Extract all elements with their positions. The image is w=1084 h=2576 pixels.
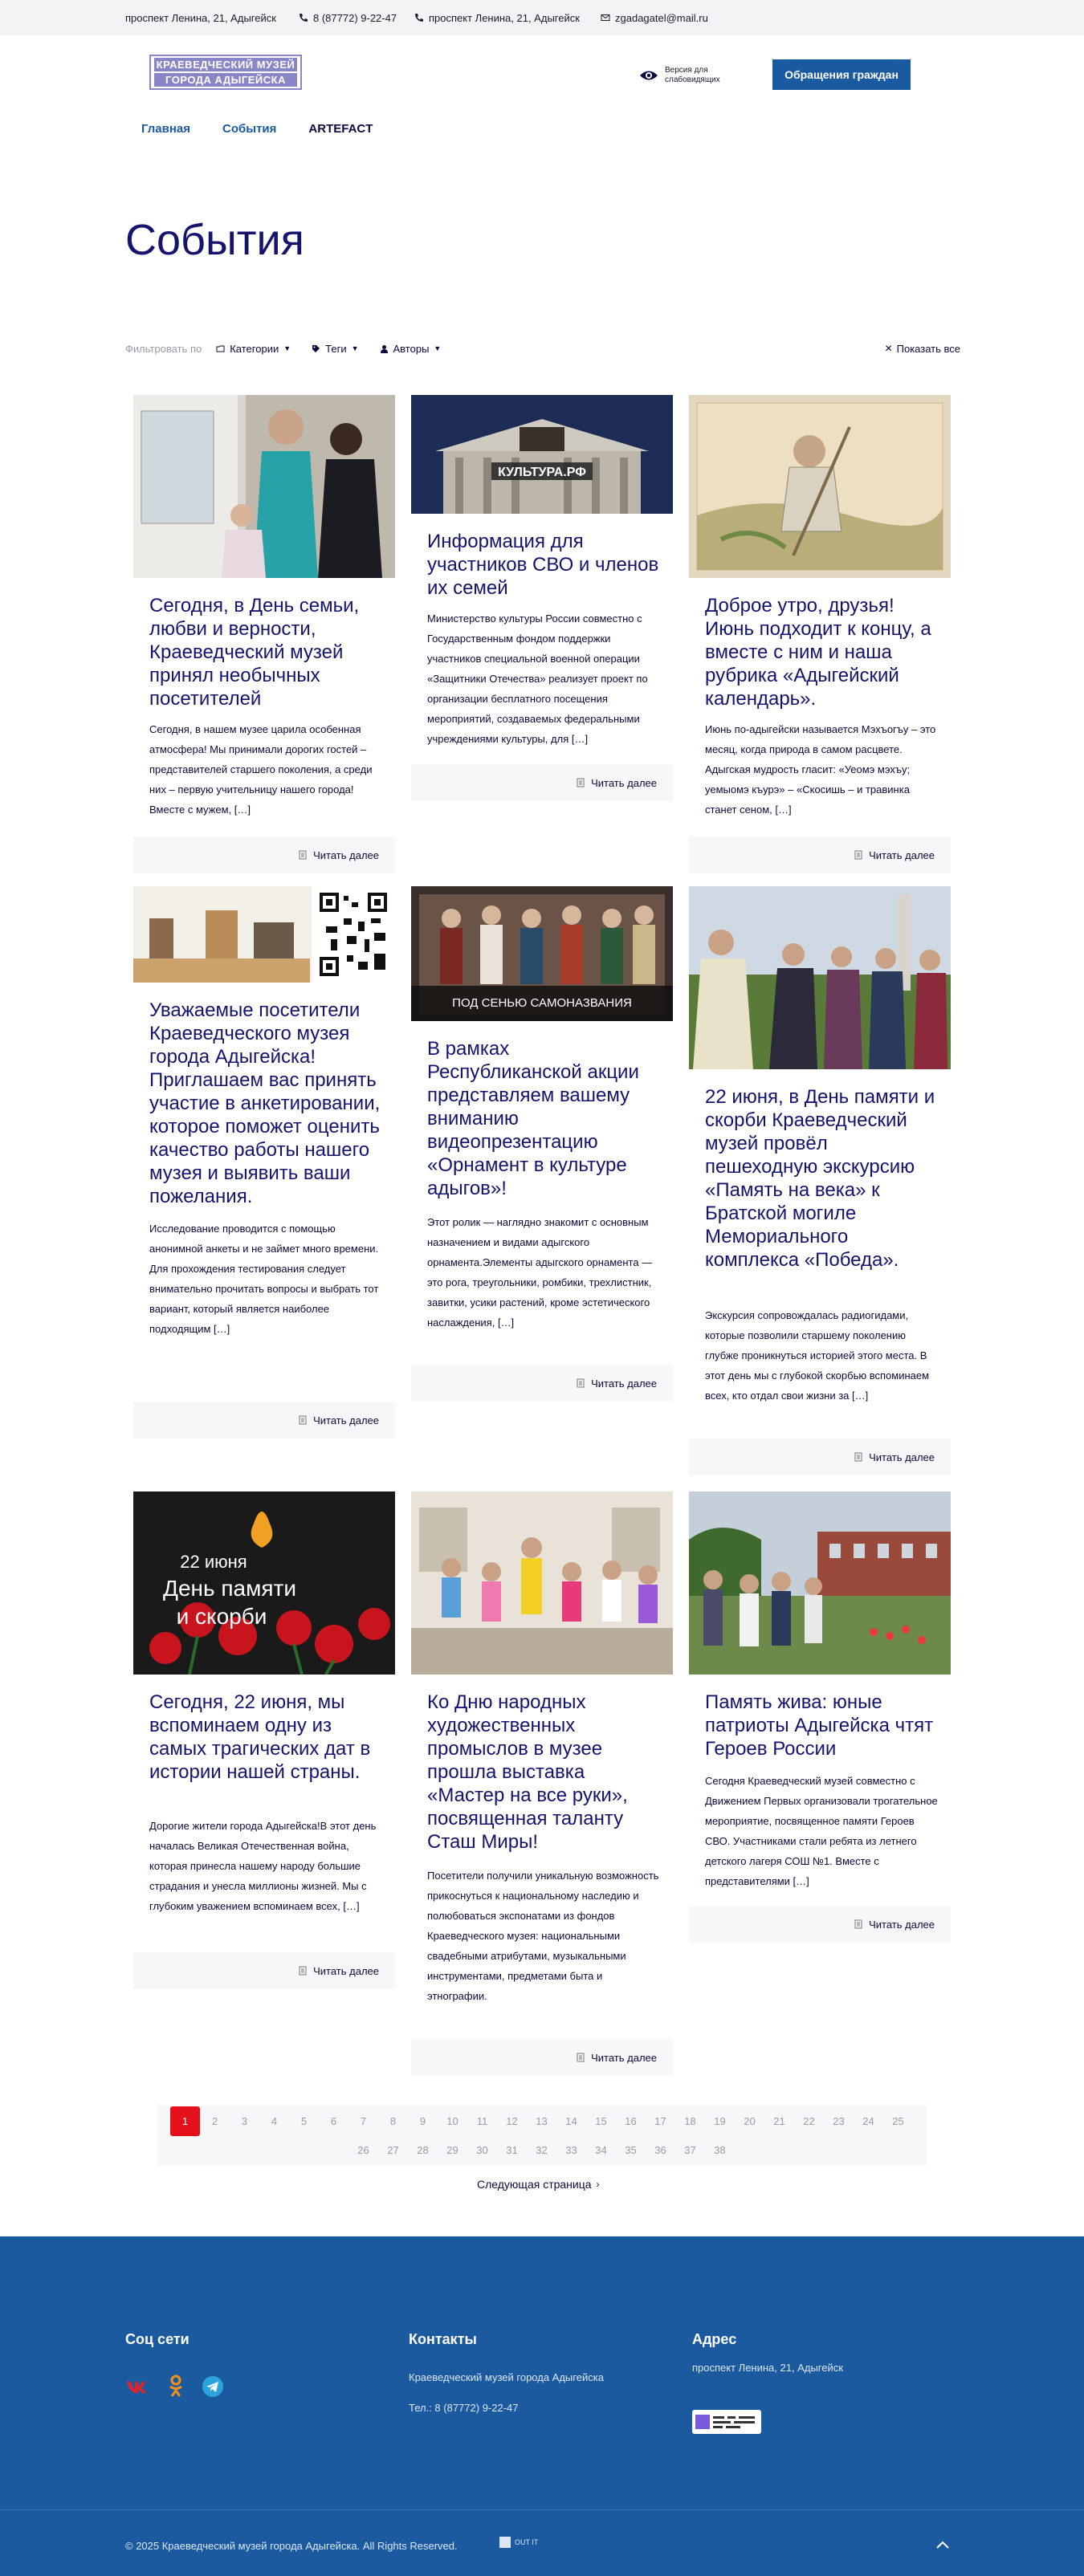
developer-name: OUT IT xyxy=(515,2538,539,2546)
next-page-label: Следующая страница xyxy=(477,2178,592,2191)
page-link[interactable]: 1 xyxy=(170,2106,200,2136)
nav-artefact[interactable]: ARTEFACT xyxy=(308,122,373,136)
filter-authors[interactable] xyxy=(380,343,442,355)
document-icon xyxy=(854,850,863,860)
page-link[interactable]: 31 xyxy=(506,2144,518,2156)
post-card xyxy=(411,1491,673,2081)
read-more-label: Читать далее xyxy=(869,848,935,861)
post-excerpt: Исследование проводится с помощью анонимной анкеты и не займет много времени. Для прохождения тестирования следует внимательно прочитать вопросы и выбрать тот вариант, который является наиболее подходящим […] xyxy=(149,1223,379,1335)
page-link[interactable]: 28 xyxy=(417,2144,429,2156)
post-excerpt: Сегодня Краеведческий музей совместно с Движением Первых организовали трогательное мероприятие, посвященное памяти Героев СВО. Участниками стали ребята из летнего детского лагеря СОШ №1. Вместе с представителями […] xyxy=(705,1775,938,1887)
page-link[interactable]: 19 xyxy=(714,2115,726,2127)
nav-home[interactable]: Главная xyxy=(141,122,191,136)
document-icon xyxy=(854,1919,863,1929)
topbar-address-text: проспект Ленина, 21, Адыгейск xyxy=(125,11,276,24)
page-link[interactable]: 6 xyxy=(330,2115,337,2127)
page-link[interactable]: 10 xyxy=(446,2115,458,2127)
post-card xyxy=(411,395,673,806)
copyright: © 2025 Краеведческий музей города Адыгейска. All Rights Reserved. xyxy=(125,2540,458,2552)
post-excerpt: Сегодня, в нашем музее царила особенная атмосфера! Мы принимали дорогих гостей – представителей старшего поколения, а среди них – первую учительницу нашего города! Вместе с мужем, […] xyxy=(149,723,373,816)
document-icon xyxy=(576,2053,585,2062)
page-link[interactable]: 9 xyxy=(419,2115,426,2127)
read-more-label: Читать далее xyxy=(313,1964,379,1977)
post-image[interactable] xyxy=(411,886,673,1021)
read-more-button[interactable] xyxy=(689,836,951,873)
page-link[interactable]: 3 xyxy=(241,2115,248,2127)
post-card xyxy=(411,886,673,1400)
image-caption-subtitle: и скорби xyxy=(176,1604,267,1629)
footer-phone[interactable]: Тел.: 8 (87772) 9-22-47 xyxy=(409,2402,519,2414)
post-excerpt: Дорогие жители города Адыгейска!В этот день началась Великая Отечественная война, которая принесла нашему народу большие страдания и унесла миллионы жизней. Мы с глубоким уважением вспоминаем всех, […] xyxy=(149,1820,377,1912)
post-title[interactable]: Сегодня, в День семьи, любви и верности, Краеведческий музей принял необычных посетителей xyxy=(149,595,360,710)
document-icon xyxy=(854,1452,863,1462)
read-more-label: Читать далее xyxy=(313,1414,379,1426)
read-more-button[interactable] xyxy=(411,2039,673,2076)
museum-hall-qr-image xyxy=(133,886,395,983)
page-link[interactable]: 32 xyxy=(536,2144,548,2156)
image-caption-date: 22 июня xyxy=(180,1552,247,1572)
phone-icon xyxy=(414,13,424,22)
phone-icon xyxy=(299,13,308,22)
post-image[interactable] xyxy=(133,1491,395,1675)
page-link[interactable]: 20 xyxy=(744,2115,756,2127)
image-caption-culture: КУЛЬТУРА.РФ xyxy=(498,466,586,479)
filter-tags[interactable] xyxy=(312,343,358,355)
post-title[interactable]: Доброе утро, друзья! Июнь подходит к концу, а вместе с ним и наша рубрика «Адыгейский календарь». xyxy=(705,595,931,710)
page-link[interactable]: 24 xyxy=(862,2115,874,2127)
post-excerpt: Июнь по-адыгейски называется Мэхъогъу – это месяц, когда природа в самом расцвете. Адыгская мудрость гласит: «Уеомэ мэхъу; уемыомэ къурэ» – «Скосишь – и травинка станет сеном, […] xyxy=(705,723,936,816)
post-excerpt: Министерство культуры России совместно с Государственным фондом поддержки участников специальной военной операции «Защитники Отечества» реализует проект по организации бесплатного посещения мероприятий, создаваемых федеральными учреждениями культуры, для […] xyxy=(427,612,648,745)
footer-divider xyxy=(0,2509,1084,2510)
top-info-bar xyxy=(0,0,1084,35)
footer-address: проспект Ленина, 21, Адыгейск xyxy=(692,2362,843,2374)
eye-icon xyxy=(639,69,658,82)
pagination xyxy=(157,2105,927,2166)
post-card xyxy=(689,1491,951,1946)
footer-address-heading: Адрес xyxy=(692,2331,737,2347)
document-icon xyxy=(298,1966,308,1976)
page-link[interactable]: 5 xyxy=(300,2115,308,2127)
post-image[interactable] xyxy=(689,886,951,1069)
youth-memorial-image xyxy=(689,1491,951,1675)
filter-categories[interactable] xyxy=(216,343,291,355)
read-more-label: Читать далее xyxy=(869,1451,935,1463)
topbar-address-2 xyxy=(414,0,580,35)
page-link[interactable]: 38 xyxy=(714,2144,726,2156)
document-icon xyxy=(576,778,585,787)
folder-icon xyxy=(216,344,225,353)
read-more-button[interactable] xyxy=(689,1906,951,1943)
document-icon xyxy=(298,1415,308,1425)
post-title[interactable]: Сегодня, 22 июня, мы вспоминаем одну из самых трагических дат в истории нашей страны. xyxy=(149,1691,371,1783)
vk-icon[interactable] xyxy=(125,2375,149,2399)
post-title[interactable]: 22 июня, в День памяти и скорби Краеведческий музей провёл пешеходную экскурсию «Память на века» к Братской могиле Мемориального комплекса «Победа». xyxy=(705,1086,935,1271)
image-caption-title: День памяти xyxy=(163,1576,296,1601)
image-caption-ornament: ПОД СЕНЬЮ САМОНАЗВАНИЯ xyxy=(452,996,632,1010)
page-link[interactable]: 37 xyxy=(684,2144,696,2156)
close-icon: ✕ xyxy=(884,343,893,354)
post-image[interactable] xyxy=(689,1491,951,1675)
page-link[interactable]: 8 xyxy=(389,2115,397,2127)
page-link[interactable]: 7 xyxy=(360,2115,367,2127)
page-link[interactable]: 36 xyxy=(654,2144,666,2156)
topbar-phone-text: 8 (87772) 9-22-47 xyxy=(313,11,397,24)
page-link[interactable]: 23 xyxy=(833,2115,845,2127)
culture-theatre-image xyxy=(411,395,673,514)
low-vision-toggle[interactable] xyxy=(639,66,720,85)
page-link[interactable]: 4 xyxy=(271,2115,278,2127)
post-title[interactable]: В рамках Республиканской акции представляем вашему вниманию видеопрезентацию «Орнамент в культуре адыгов»! xyxy=(427,1038,639,1199)
site-footer xyxy=(0,2236,1084,2576)
low-vision-label xyxy=(665,66,720,85)
post-title[interactable]: Уважаемые посетители Краеведческого музея города Адыгейска! Приглашаем вас принять участие в анкетировании, которое поможет оценить качество работы нашего музея и выявить ваши пожелания. xyxy=(149,999,381,1207)
read-more-label: Читать далее xyxy=(869,1918,935,1931)
page-link[interactable]: 33 xyxy=(565,2144,577,2156)
read-more-button[interactable] xyxy=(133,1402,395,1439)
envelope-icon xyxy=(601,13,610,22)
read-more-button[interactable] xyxy=(133,1952,395,1989)
page-link[interactable]: 29 xyxy=(446,2144,458,2156)
post-excerpt: Этот ролик — наглядно знакомит с основным назначением и видами адыгского орнамента.Элементы адыгского орнамента — это рога, треугольники, ромбики, трехлистник, завитки, усики растений, кроме эстетического наслаждения, […] xyxy=(427,1216,653,1329)
page-link[interactable]: 2 xyxy=(211,2115,218,2127)
nav-events[interactable]: События xyxy=(222,122,277,136)
post-card xyxy=(689,395,951,880)
page-link[interactable]: 16 xyxy=(625,2115,637,2127)
show-all-label: Показать все xyxy=(896,342,960,355)
post-excerpt: Посетители получили уникальную возможность прикоснуться к национальному наследию и полюбоваться экспонатами из фондов Краеведческого музея: национальными свадебными атрибутами, музыкальными инструментами, предметами быта и этнографии. xyxy=(427,1870,659,2002)
page-link[interactable]: 18 xyxy=(684,2115,696,2127)
low-vision-line-2: слабовидящих xyxy=(665,75,720,84)
footer-org-name: Краеведческий музей города Адыгейска xyxy=(409,2371,604,2383)
topbar-address-2-text: проспект Ленина, 21, Адыгейск xyxy=(429,11,580,24)
read-more-label: Читать далее xyxy=(591,1377,657,1390)
topbar-address xyxy=(125,0,276,35)
topbar-email[interactable] xyxy=(601,0,708,35)
show-all-button[interactable] xyxy=(885,343,960,355)
page-link[interactable]: 26 xyxy=(357,2144,369,2156)
excursion-image xyxy=(689,886,951,1069)
tag-icon xyxy=(312,344,320,353)
post-card xyxy=(133,1491,395,1996)
topbar-phone[interactable] xyxy=(299,0,397,35)
post-title[interactable]: Память жива: юные патриоты Адыгейска чтят Героев России xyxy=(705,1691,934,1760)
read-more-label: Читать далее xyxy=(313,848,379,861)
page-title: События xyxy=(125,216,304,264)
page-link[interactable]: 11 xyxy=(476,2115,488,2127)
low-vision-line-1: Версия для xyxy=(665,66,708,75)
post-title[interactable]: Информация для участников СВО и членов их семей xyxy=(427,531,659,599)
post-image[interactable] xyxy=(411,395,673,514)
read-more-button[interactable] xyxy=(411,1365,673,1402)
page-link[interactable]: 35 xyxy=(625,2144,637,2156)
logo-line-1: КРАЕВЕДЧЕСКИЙ МУЗЕЙ xyxy=(154,58,297,71)
page-link[interactable]: 27 xyxy=(387,2144,399,2156)
footer-contacts-heading: Контакты xyxy=(409,2331,477,2347)
museum-visitors-image xyxy=(133,395,395,578)
main-nav xyxy=(141,122,373,136)
page-link[interactable]: 25 xyxy=(892,2115,904,2127)
post-image[interactable] xyxy=(411,1491,673,1675)
developer-logo[interactable] xyxy=(499,2537,538,2548)
site-logo[interactable] xyxy=(149,55,302,90)
ornament-painting-image xyxy=(411,886,673,1021)
post-card xyxy=(689,886,951,1475)
page-link[interactable]: 34 xyxy=(595,2144,607,2156)
read-more-button[interactable] xyxy=(411,764,673,801)
filter-authors-label: Авторы xyxy=(393,342,430,355)
page-link[interactable]: 17 xyxy=(654,2115,666,2127)
post-excerpt: Экскурсия сопровождалась радиогидами, которые позволили старшему поколению глубже проникнуться историей этого места. В этот день мы с глубокой скорбью вспоминаем всех, кто отдал свои жизни за […] xyxy=(705,1309,930,1402)
read-more-button[interactable] xyxy=(689,1439,951,1475)
document-icon xyxy=(576,1378,585,1388)
read-more-label: Читать далее xyxy=(591,776,657,789)
page-link[interactable]: 15 xyxy=(595,2115,607,2127)
post-card xyxy=(133,886,395,1445)
page-link[interactable]: 30 xyxy=(476,2144,488,2156)
logo-line-2: ГОРОДА АДЫГЕЙСКА xyxy=(154,73,297,87)
post-image[interactable] xyxy=(133,886,395,983)
caret-down-icon: ▼ xyxy=(283,344,291,352)
post-image[interactable] xyxy=(133,395,395,578)
odnoklassniki-icon[interactable] xyxy=(164,2375,188,2399)
filter-tags-label: Теги xyxy=(325,342,347,355)
read-more-label: Читать далее xyxy=(591,2051,657,2064)
page-link[interactable]: 14 xyxy=(565,2115,577,2127)
footer-social-heading: Соц сети xyxy=(125,2331,189,2347)
page-link[interactable]: 12 xyxy=(506,2115,518,2127)
filter-label: Фильтровать по xyxy=(125,342,202,355)
page-link[interactable]: 13 xyxy=(536,2115,548,2127)
calendar-painting-image xyxy=(689,395,951,578)
read-more-button[interactable] xyxy=(133,836,395,873)
post-card xyxy=(133,395,395,880)
memorial-day-image xyxy=(133,1491,395,1675)
topbar-email-text: zgadagatel@mail.ru xyxy=(615,11,708,24)
children-exhibition-image xyxy=(411,1491,673,1675)
outit-icon xyxy=(499,2537,511,2548)
caret-down-icon: ▼ xyxy=(434,344,442,352)
site-header xyxy=(0,35,1084,161)
scroll-to-top-icon[interactable] xyxy=(933,2537,952,2553)
caret-down-icon: ▼ xyxy=(351,344,359,352)
document-icon xyxy=(298,850,308,860)
filter-bar xyxy=(125,337,960,360)
user-icon xyxy=(380,344,389,353)
pushkin-card-badge[interactable] xyxy=(692,2410,761,2434)
chevron-right-icon: › xyxy=(596,2179,600,2190)
next-page-link[interactable] xyxy=(477,2178,600,2191)
post-image[interactable] xyxy=(689,395,951,578)
page-link[interactable]: 21 xyxy=(773,2115,785,2127)
post-title[interactable]: Ко Дню народных художественных промыслов в музее прошла выставка «Мастер на все руки», посвященная таланту Сташ Миры! xyxy=(427,1691,628,1853)
page-link[interactable]: 22 xyxy=(803,2115,815,2127)
filter-categories-label: Категории xyxy=(230,342,279,355)
telegram-icon[interactable] xyxy=(201,2375,225,2399)
citizen-appeals-button[interactable]: Обращения граждан xyxy=(772,59,911,90)
